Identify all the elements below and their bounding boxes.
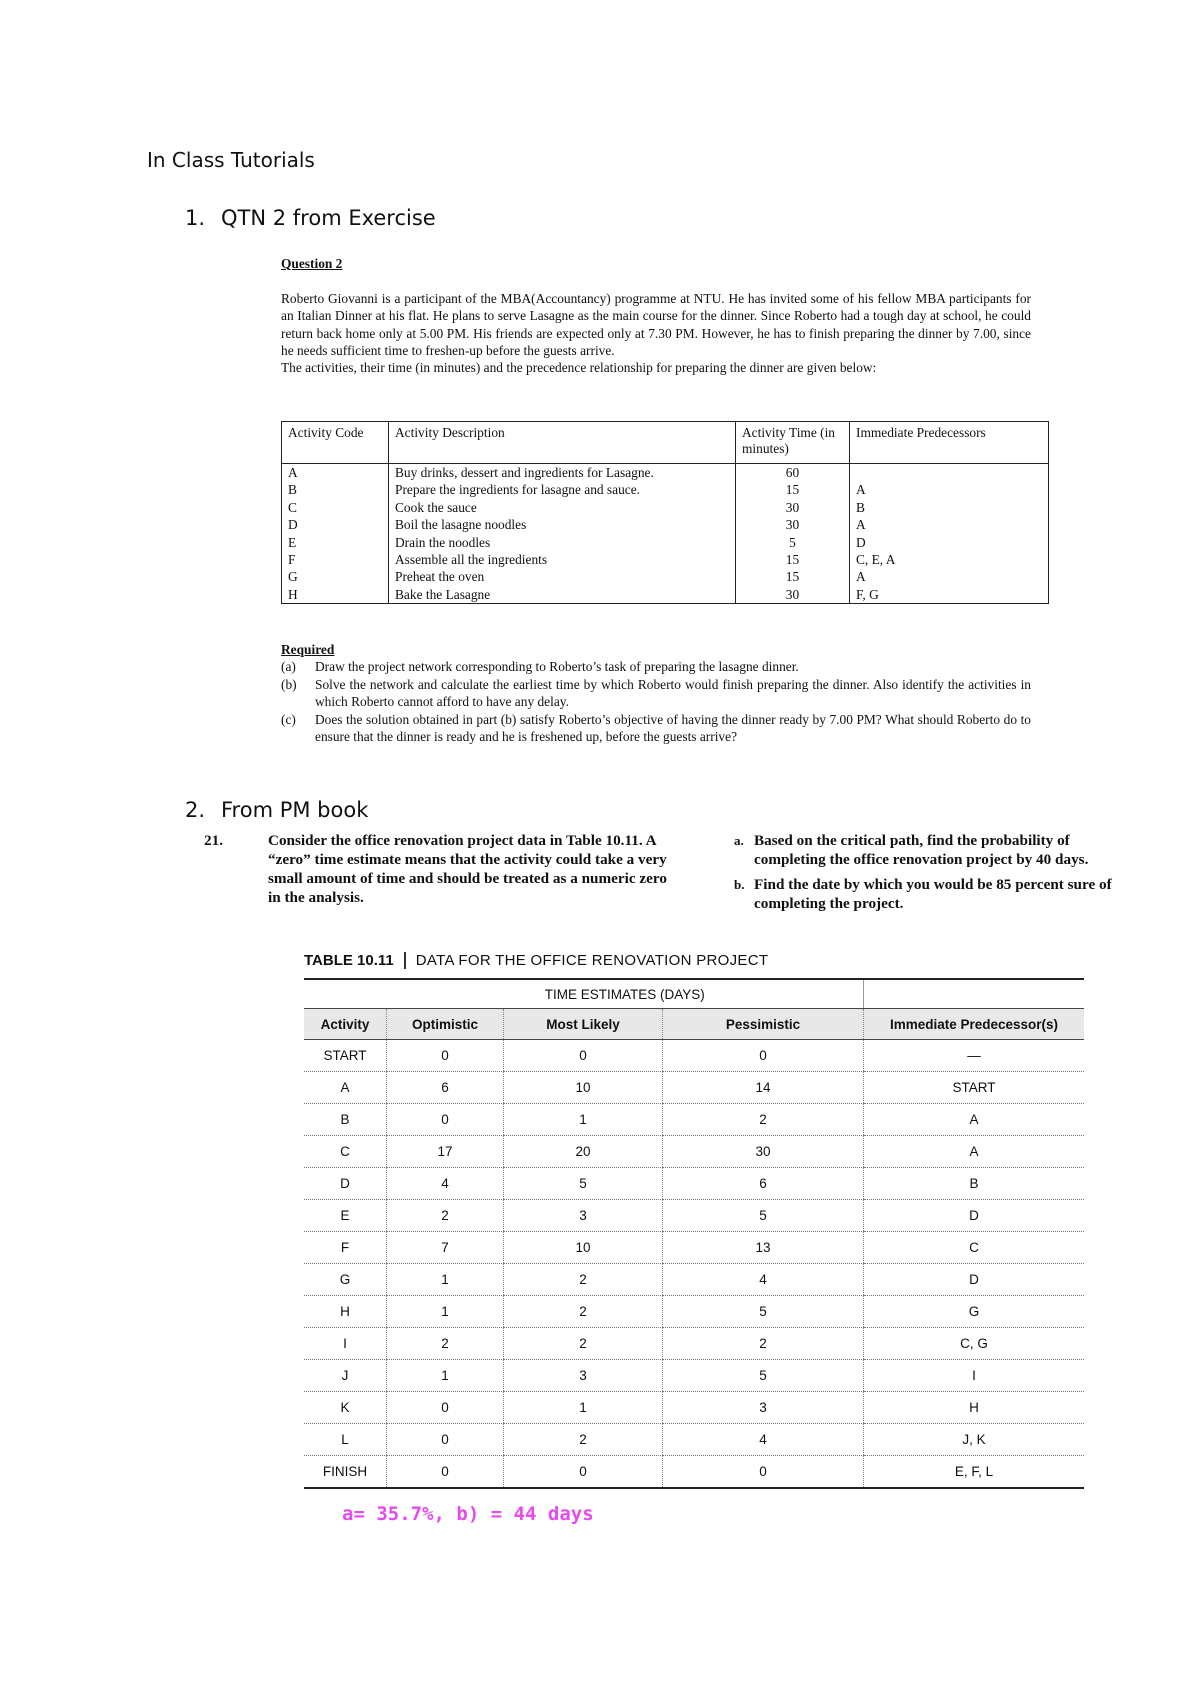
item-text: Solve the network and calculate the earliest time by which Roberto would finish preparing the dinner. Also identify the activities in which Roberto cannot afford to have any delay. bbox=[315, 676, 1031, 710]
cell-predecessors: START bbox=[864, 1072, 1085, 1104]
section-2-title: From PM book bbox=[221, 798, 369, 822]
cell-pessimistic: 6 bbox=[663, 1168, 864, 1200]
cell-description: Assemble all the ingredients bbox=[389, 551, 736, 568]
cell-optimistic: 2 bbox=[387, 1200, 504, 1232]
part-label: a. bbox=[734, 833, 744, 848]
cell-pessimistic: 2 bbox=[663, 1104, 864, 1136]
table-number: TABLE 10.11 bbox=[304, 952, 406, 969]
cell-most-likely: 1 bbox=[504, 1104, 663, 1136]
cell-most-likely: 20 bbox=[504, 1136, 663, 1168]
header-immediate-predecessors: Immediate Predecessor(s) bbox=[864, 1009, 1085, 1040]
cell-activity: START bbox=[304, 1040, 387, 1072]
cell-predecessors: A bbox=[850, 568, 1049, 585]
cell-activity: D bbox=[304, 1168, 387, 1200]
cell-code: C bbox=[282, 499, 389, 516]
part-text: Find the date by which you would be 85 percent sure of completing the project. bbox=[754, 876, 1112, 912]
required-item-c bbox=[281, 711, 1031, 746]
dinner-activities-table bbox=[281, 421, 1049, 604]
cell-predecessors: G bbox=[864, 1296, 1085, 1328]
cell-time: 15 bbox=[736, 481, 850, 498]
section-2-heading bbox=[185, 798, 368, 822]
cell-predecessors: B bbox=[850, 499, 1049, 516]
cell-time: 5 bbox=[736, 534, 850, 551]
office-renovation-table bbox=[304, 978, 1084, 1489]
time-estimates-header: TIME ESTIMATES (DAYS) bbox=[387, 979, 864, 1009]
cell-activity: F bbox=[304, 1232, 387, 1264]
table-row bbox=[282, 464, 1049, 482]
cell-optimistic: 4 bbox=[387, 1168, 504, 1200]
cell-predecessors: H bbox=[864, 1392, 1085, 1424]
cell-predecessors: A bbox=[850, 481, 1049, 498]
cell-optimistic: 1 bbox=[387, 1296, 504, 1328]
cell-pessimistic: 30 bbox=[663, 1136, 864, 1168]
table-row bbox=[304, 1168, 1084, 1200]
cell-most-likely: 1 bbox=[504, 1392, 663, 1424]
item-label: (a) bbox=[281, 659, 296, 675]
cell-activity: C bbox=[304, 1136, 387, 1168]
cell-time: 60 bbox=[736, 464, 850, 482]
required-item-b bbox=[281, 676, 1031, 711]
question-21 bbox=[204, 831, 676, 907]
table-row bbox=[304, 1456, 1084, 1489]
cell-activity: L bbox=[304, 1424, 387, 1456]
cell-most-likely: 5 bbox=[504, 1168, 663, 1200]
cell-code: H bbox=[282, 586, 389, 604]
cell-predecessors: B bbox=[864, 1168, 1085, 1200]
table-row bbox=[282, 568, 1049, 585]
cell-predecessors: D bbox=[850, 534, 1049, 551]
cell-optimistic: 2 bbox=[387, 1328, 504, 1360]
cell-description: Drain the noodles bbox=[389, 534, 736, 551]
table-header-row bbox=[304, 1009, 1084, 1040]
cell-time: 30 bbox=[736, 586, 850, 604]
part-a bbox=[734, 831, 1134, 869]
section-1-number: 1. bbox=[185, 206, 206, 230]
cell-predecessors: A bbox=[864, 1104, 1085, 1136]
table-row bbox=[304, 1200, 1084, 1232]
cell-predecessors bbox=[850, 464, 1049, 482]
required-title: Required bbox=[281, 642, 335, 657]
table-row bbox=[304, 1264, 1084, 1296]
cell-optimistic: 6 bbox=[387, 1072, 504, 1104]
cell-most-likely: 3 bbox=[504, 1360, 663, 1392]
cell-description: Cook the sauce bbox=[389, 499, 736, 516]
cell-optimistic: 1 bbox=[387, 1264, 504, 1296]
question-title: Question 2 bbox=[281, 256, 343, 271]
cell-code: E bbox=[282, 534, 389, 551]
cell-predecessors: A bbox=[850, 516, 1049, 533]
cell-activity: B bbox=[304, 1104, 387, 1136]
cell-time: 30 bbox=[736, 516, 850, 533]
header-optimistic: Optimistic bbox=[387, 1009, 504, 1040]
cell-activity: I bbox=[304, 1328, 387, 1360]
section-1-title: QTN 2 from Exercise bbox=[221, 206, 436, 230]
table-row bbox=[304, 1072, 1084, 1104]
cell-pessimistic: 5 bbox=[663, 1200, 864, 1232]
table-caption bbox=[304, 952, 768, 969]
cell-predecessors: C bbox=[864, 1232, 1085, 1264]
table-header-row bbox=[282, 422, 1049, 464]
cell-time: 30 bbox=[736, 499, 850, 516]
required-block bbox=[281, 641, 1031, 745]
question-21-parts bbox=[734, 831, 1134, 919]
cell-predecessors: A bbox=[864, 1136, 1085, 1168]
cell-pessimistic: 0 bbox=[663, 1040, 864, 1072]
cell-pessimistic: 5 bbox=[663, 1296, 864, 1328]
question-2-block bbox=[281, 255, 1031, 376]
cell-pessimistic: 2 bbox=[663, 1328, 864, 1360]
cell-pessimistic: 4 bbox=[663, 1264, 864, 1296]
cell-optimistic: 7 bbox=[387, 1232, 504, 1264]
header-activity: Activity bbox=[304, 1009, 387, 1040]
question-number: 21. bbox=[204, 832, 223, 849]
item-label: (c) bbox=[281, 711, 296, 727]
cell-optimistic: 1 bbox=[387, 1360, 504, 1392]
cell-code: B bbox=[282, 481, 389, 498]
cell-pessimistic: 14 bbox=[663, 1072, 864, 1104]
required-item-a bbox=[281, 658, 1031, 675]
cell-predecessors: I bbox=[864, 1360, 1085, 1392]
table-row bbox=[304, 1136, 1084, 1168]
table-row bbox=[304, 1232, 1084, 1264]
cell-activity: J bbox=[304, 1360, 387, 1392]
cell-pessimistic: 13 bbox=[663, 1232, 864, 1264]
part-text: Based on the critical path, find the probability of completing the office renovation project by 40 days. bbox=[754, 832, 1089, 868]
table-group-header-row bbox=[304, 979, 1084, 1009]
cell-description: Bake the Lasagne bbox=[389, 586, 736, 604]
cell-predecessors: D bbox=[864, 1264, 1085, 1296]
cell-most-likely: 0 bbox=[504, 1040, 663, 1072]
cell-pessimistic: 5 bbox=[663, 1360, 864, 1392]
cell-optimistic: 17 bbox=[387, 1136, 504, 1168]
table-row bbox=[282, 499, 1049, 516]
header-activity-description: Activity Description bbox=[389, 422, 736, 464]
cell-code: A bbox=[282, 464, 389, 482]
cell-time: 15 bbox=[736, 568, 850, 585]
cell-predecessors: J, K bbox=[864, 1424, 1085, 1456]
cell-most-likely: 2 bbox=[504, 1424, 663, 1456]
header-pessimistic: Pessimistic bbox=[663, 1009, 864, 1040]
cell-code: D bbox=[282, 516, 389, 533]
table-title: DATA FOR THE OFFICE RENOVATION PROJECT bbox=[415, 952, 769, 969]
cell-most-likely: 2 bbox=[504, 1264, 663, 1296]
cell-most-likely: 3 bbox=[504, 1200, 663, 1232]
cell-activity: H bbox=[304, 1296, 387, 1328]
cell-activity: G bbox=[304, 1264, 387, 1296]
cell-description: Preheat the oven bbox=[389, 568, 736, 585]
cell-description: Prepare the ingredients for lasagne and sauce. bbox=[389, 481, 736, 498]
table-row bbox=[282, 481, 1049, 498]
question-paragraph-1: Roberto Giovanni is a participant of the MBA(Accountancy) programme at NTU. He has invited some of his fellow MBA participants for an Italian Dinner at his flat. He plans to serve Lasagne as the main course for the dinner. Since Roberto had a tough day at school, he could return back home only at 5.00 PM. His friends are expected only at 7.30 PM. However, he has to finish preparing the dinner by 7.00, since he needs sufficient time to freshen-up before the guests arrive. bbox=[281, 291, 1031, 358]
table-row bbox=[304, 1104, 1084, 1136]
cell-optimistic: 0 bbox=[387, 1040, 504, 1072]
cell-predecessors: F, G bbox=[850, 586, 1049, 604]
question-paragraph-2: The activities, their time (in minutes) and the precedence relationship for preparing the dinner are given below: bbox=[281, 360, 877, 376]
cell-activity: E bbox=[304, 1200, 387, 1232]
cell-activity: FINISH bbox=[304, 1456, 387, 1489]
table-row bbox=[282, 586, 1049, 604]
table-row bbox=[304, 1296, 1084, 1328]
cell-most-likely: 0 bbox=[504, 1456, 663, 1489]
cell-activity: K bbox=[304, 1392, 387, 1424]
table-row bbox=[304, 1392, 1084, 1424]
cell-code: G bbox=[282, 568, 389, 585]
item-text: Does the solution obtained in part (b) satisfy Roberto’s objective of having the dinner ready by 7.00 PM? What should Roberto do to ensure that the dinner is ready and he is freshened up, before the guests arrive? bbox=[315, 711, 1031, 745]
table-row bbox=[304, 1424, 1084, 1456]
cell-most-likely: 2 bbox=[504, 1296, 663, 1328]
header-immediate-predecessors: Immediate Predecessors bbox=[850, 422, 1049, 464]
answer-note: a= 35.7%, b) = 44 days bbox=[342, 1503, 594, 1525]
table-row bbox=[282, 551, 1049, 568]
cell-pessimistic: 3 bbox=[663, 1392, 864, 1424]
cell-time: 15 bbox=[736, 551, 850, 568]
part-label: b. bbox=[734, 877, 745, 892]
cell-pessimistic: 4 bbox=[663, 1424, 864, 1456]
item-text: Draw the project network corresponding to Roberto’s task of preparing the lasagne dinner. bbox=[315, 659, 799, 675]
item-label: (b) bbox=[281, 676, 297, 692]
table-row bbox=[304, 1360, 1084, 1392]
header-activity-time: Activity Time (in minutes) bbox=[736, 422, 850, 464]
cell-optimistic: 0 bbox=[387, 1424, 504, 1456]
cell-description: Buy drinks, dessert and ingredients for Lasagne. bbox=[389, 464, 736, 482]
cell-most-likely: 2 bbox=[504, 1328, 663, 1360]
table-row bbox=[304, 1328, 1084, 1360]
cell-most-likely: 10 bbox=[504, 1232, 663, 1264]
cell-predecessors: E, F, L bbox=[864, 1456, 1085, 1489]
cell-optimistic: 0 bbox=[387, 1456, 504, 1489]
table-row bbox=[304, 1040, 1084, 1072]
table-row bbox=[282, 534, 1049, 551]
table-row bbox=[282, 516, 1049, 533]
cell-description: Boil the lasagne noodles bbox=[389, 516, 736, 533]
cell-code: F bbox=[282, 551, 389, 568]
section-1-heading bbox=[185, 206, 436, 230]
section-2-number: 2. bbox=[185, 798, 206, 822]
cell-predecessors: D bbox=[864, 1200, 1085, 1232]
cell-activity: A bbox=[304, 1072, 387, 1104]
cell-optimistic: 0 bbox=[387, 1392, 504, 1424]
cell-predecessors: C, E, A bbox=[850, 551, 1049, 568]
question-text: Consider the office renovation project data in Table 10.11. A “zero” time estimate means that the activity could take a very small amount of time and should be treated as a numeric zero in the analysis. bbox=[268, 832, 667, 906]
cell-most-likely: 10 bbox=[504, 1072, 663, 1104]
cell-predecessors: — bbox=[864, 1040, 1085, 1072]
page-title: In Class Tutorials bbox=[147, 148, 315, 172]
part-b bbox=[734, 875, 1134, 913]
cell-pessimistic: 0 bbox=[663, 1456, 864, 1489]
cell-optimistic: 0 bbox=[387, 1104, 504, 1136]
header-activity-code: Activity Code bbox=[282, 422, 389, 464]
cell-predecessors: C, G bbox=[864, 1328, 1085, 1360]
header-most-likely: Most Likely bbox=[504, 1009, 663, 1040]
